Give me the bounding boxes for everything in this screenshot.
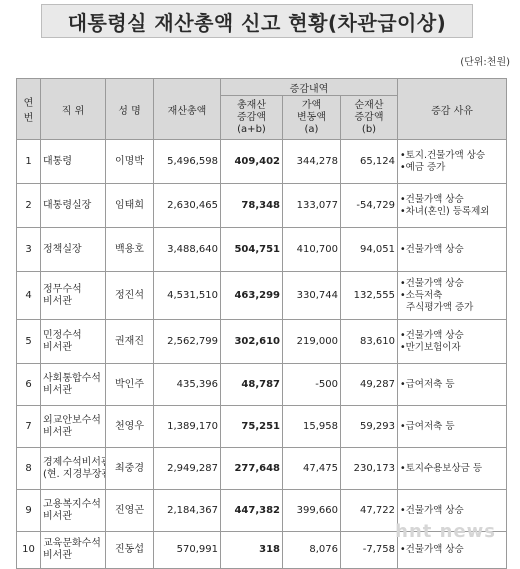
row-price-change: 399,660 [283, 490, 341, 532]
row-total: 3,488,640 [154, 228, 221, 272]
reason-line: •소득저축 [400, 290, 504, 302]
header-net-change: 순재산 증감액 (b) [341, 96, 398, 140]
table-row [17, 448, 507, 490]
header-price-change: 가액 변동액 (a) [283, 96, 341, 140]
reason-line: •토지수용보상금 등 [400, 463, 504, 475]
row-net-change: 94,051 [341, 228, 398, 272]
watermark: hnt news [395, 521, 496, 542]
reason-line: •건물가액 상승 [400, 544, 504, 556]
header-total-change: 총재산 증감액 (a+b) [221, 96, 283, 140]
row-net-change: 65,124 [341, 140, 398, 184]
row-total-change: 447,382 [221, 490, 283, 532]
row-total-change: 78,348 [221, 184, 283, 228]
row-name: 임태희 [106, 184, 154, 228]
reason-line: •예금 증가 [400, 162, 504, 174]
reason-line: •건물가액 상승 [400, 330, 504, 342]
position-line: 사회통합수석 [43, 373, 103, 385]
row-name: 천영우 [106, 406, 154, 448]
row-total-change: 409,402 [221, 140, 283, 184]
row-total: 570,991 [154, 532, 221, 569]
position-line: (현. 지경부장 [43, 469, 103, 481]
row-net-change: 47,722 [341, 490, 398, 532]
position-line: 비서관 [43, 550, 103, 562]
row-reason [398, 272, 507, 320]
row-total: 2,184,367 [154, 490, 221, 532]
reason-line: •건물가액 상승 [400, 244, 504, 256]
row-name: 최중경 [106, 448, 154, 490]
row-name: 정진석 [106, 272, 154, 320]
row-no: 1 [17, 140, 41, 184]
row-no: 5 [17, 320, 41, 364]
row-total: 4,531,510 [154, 272, 221, 320]
position-line: 비서관 [43, 511, 103, 523]
table-row [17, 320, 507, 364]
row-position [41, 184, 106, 228]
row-no: 9 [17, 490, 41, 532]
position-line: 경제수석비서관 [43, 457, 103, 469]
row-price-change: 344,278 [283, 140, 341, 184]
row-position [41, 228, 106, 272]
row-name: 백용호 [106, 228, 154, 272]
position-line: 비서관 [43, 385, 103, 397]
row-position [41, 320, 106, 364]
reason-line: 주식평가액 증가 [400, 302, 504, 314]
row-position [41, 140, 106, 184]
row-net-change: 230,173 [341, 448, 398, 490]
row-price-change: 47,475 [283, 448, 341, 490]
reason-line: •토지.건물가액 상승 [400, 150, 504, 162]
row-price-change: 410,700 [283, 228, 341, 272]
row-reason [398, 228, 507, 272]
position-line: 비서관 [43, 427, 103, 439]
row-total-change: 75,251 [221, 406, 283, 448]
row-no: 10 [17, 532, 41, 569]
row-position [41, 272, 106, 320]
header-total: 재산총액 [154, 79, 221, 140]
position-line: 외교안보수석 [43, 415, 103, 427]
row-total: 2,562,799 [154, 320, 221, 364]
row-position [41, 490, 106, 532]
row-no: 3 [17, 228, 41, 272]
page-title: 대통령실 재산총액 신고 현황(차관급이상) [41, 4, 473, 38]
position-line: 비서관 [43, 296, 103, 308]
asset-table [16, 78, 507, 569]
position-line: 정책실장 [43, 244, 103, 256]
position-line: 비서관 [43, 342, 103, 354]
row-name: 진영곤 [106, 490, 154, 532]
table-row [17, 228, 507, 272]
row-total: 5,496,598 [154, 140, 221, 184]
reason-line: •건물가액 상승 [400, 194, 504, 206]
table-row [17, 272, 507, 320]
row-reason [398, 140, 507, 184]
position-line: 고용복지수석 [43, 499, 103, 511]
row-total-change: 277,648 [221, 448, 283, 490]
row-position [41, 364, 106, 406]
row-net-change: -54,729 [341, 184, 398, 228]
row-no: 4 [17, 272, 41, 320]
row-total: 2,630,465 [154, 184, 221, 228]
row-no: 8 [17, 448, 41, 490]
row-price-change: 15,958 [283, 406, 341, 448]
position-line: 정무수석 [43, 284, 103, 296]
row-name: 진동섭 [106, 532, 154, 569]
row-total-change: 504,751 [221, 228, 283, 272]
reason-line: •만기보험이자 [400, 342, 504, 354]
row-name: 박인주 [106, 364, 154, 406]
header-name: 성 명 [106, 79, 154, 140]
row-net-change: 59,293 [341, 406, 398, 448]
row-name: 이명박 [106, 140, 154, 184]
row-reason [398, 320, 507, 364]
row-price-change: 8,076 [283, 532, 341, 569]
table-row [17, 140, 507, 184]
row-total: 435,396 [154, 364, 221, 406]
position-line: 대통령 [43, 156, 103, 168]
row-price-change: 219,000 [283, 320, 341, 364]
header-position: 직 위 [41, 79, 106, 140]
row-price-change: 330,744 [283, 272, 341, 320]
row-price-change: 133,077 [283, 184, 341, 228]
row-position [41, 406, 106, 448]
row-no: 6 [17, 364, 41, 406]
row-total-change: 48,787 [221, 364, 283, 406]
table-row [17, 184, 507, 228]
reason-line: •건물가액 상승 [400, 278, 504, 290]
row-total-change: 302,610 [221, 320, 283, 364]
position-line: 대통령실장 [43, 200, 103, 212]
row-reason [398, 448, 507, 490]
unit-label: (단위:천원) [460, 53, 510, 68]
table-row [17, 406, 507, 448]
header-no: 연 번 [17, 79, 41, 140]
row-no: 2 [17, 184, 41, 228]
reason-line: •급여저축 등 [400, 421, 504, 433]
row-price-change: -500 [283, 364, 341, 406]
position-line: 민정수석 [43, 330, 103, 342]
row-net-change: -7,758 [341, 532, 398, 569]
row-total-change: 463,299 [221, 272, 283, 320]
row-name: 권재진 [106, 320, 154, 364]
row-total-change: 318 [221, 532, 283, 569]
header-change-group: 증감내역 [221, 79, 398, 96]
row-net-change: 83,610 [341, 320, 398, 364]
row-position [41, 448, 106, 490]
row-reason [398, 184, 507, 228]
position-line: 교육문화수석 [43, 538, 103, 550]
reason-line: •건물가액 상승 [400, 505, 504, 517]
reason-line: •급여저축 등 [400, 379, 504, 391]
row-reason [398, 364, 507, 406]
row-net-change: 132,555 [341, 272, 398, 320]
reason-line: •차녀(혼인) 등록제외 [400, 206, 504, 218]
header-reason: 증감 사유 [398, 79, 507, 140]
row-no: 7 [17, 406, 41, 448]
table-row [17, 364, 507, 406]
row-net-change: 49,287 [341, 364, 398, 406]
row-total: 2,949,287 [154, 448, 221, 490]
row-reason [398, 406, 507, 448]
row-position [41, 532, 106, 569]
row-total: 1,389,170 [154, 406, 221, 448]
